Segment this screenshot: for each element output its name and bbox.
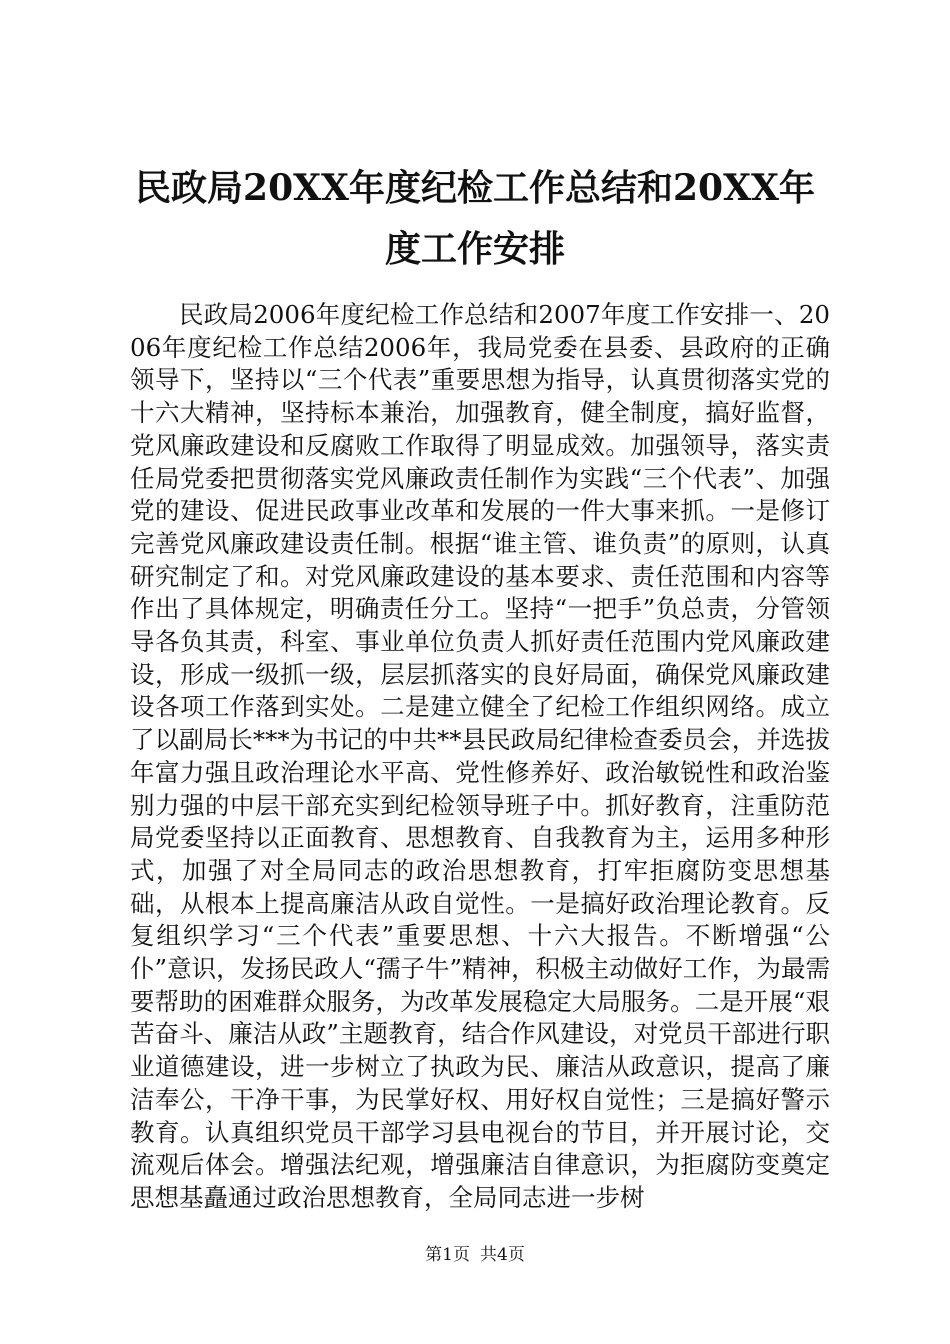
page-footer — [0, 1245, 950, 1265]
page-total: 共4页 — [480, 1245, 525, 1265]
page-number: 第1页 — [425, 1245, 470, 1265]
document-title: 民政局20XX年度纪检工作总结和20XX年度工作安排 — [135, 167, 815, 270]
document-body: 民政局2006年度纪检工作总结和2007年度工作安排一、2006年度纪检工作总结2006年，我局党委在县委、县政府的正确领导下，坚持以“三个代表”重要思想为指导，认真贯彻落实党的十六大精神，坚持标本兼治，加强教育，健全制度，搞好监督，党风廉政建设和反腐败工作取得了明显成效。加强领导，落实责任局党委把贯彻落实党风廉政责任制作为实践“三个代表”、加强党的建设、促进民政事业改革和发展的一件大事来抓。一是修订完善党风廉政建设责任制。根据“谁主管、谁负责”的原则，认真研究制定了和。对党风廉政建设的基本要求、责任范围和内容等作出了具体规定，明确责任分工。坚持“一把手”负总责，分管领导各负其责，科室、事业单位负责人抓好责任范围内党风廉政建设，形成一级抓一级，层层抓落实的良好局面，确保党风廉政建设各项工作落到实处。二是建立健全了纪检工作组织网络。成立了以副局长***为书记的中共**县民政局纪律检查委员会，并选拔年富力强且政治理论水平高、党性修养好、政治敏锐性和政治鉴别力强的中层干部充实到纪检领导班子中。抓好教育，注重防范局党委坚持以正面教育、思想教育、自我教育为主，运用多种形式，加强了对全局同志的政治思想教育，打牢拒腐防变思想基础，从根本上提高廉洁从政自觉性。一是搞好政治理论教育。反复组织学习“三个代表”重要思想、十六大报告。不断增强“公仆”意识，发扬民政人“孺子牛”精神，积极主动做好工作，为最需要帮助的困难群众服务，为改革发展稳定大局服务。二是开展“艰苦奋斗、廉洁从政”主题教育，结合作风建设，对党员干部进行职业道德建设，进一步树立了执政为民、廉洁从政意识，提高了廉洁奉公，干净干事，为民掌好权、用好权自觉性；三是搞好警示教育。认真组织党员干部学习县电视台的节目，并开展讨论，交流观后体会。增强法纪观，增强廉洁自律意识，为拒腐防变奠定思想基矗通过政治思想教育，全局同志进一步树 — [130, 300, 830, 1212]
